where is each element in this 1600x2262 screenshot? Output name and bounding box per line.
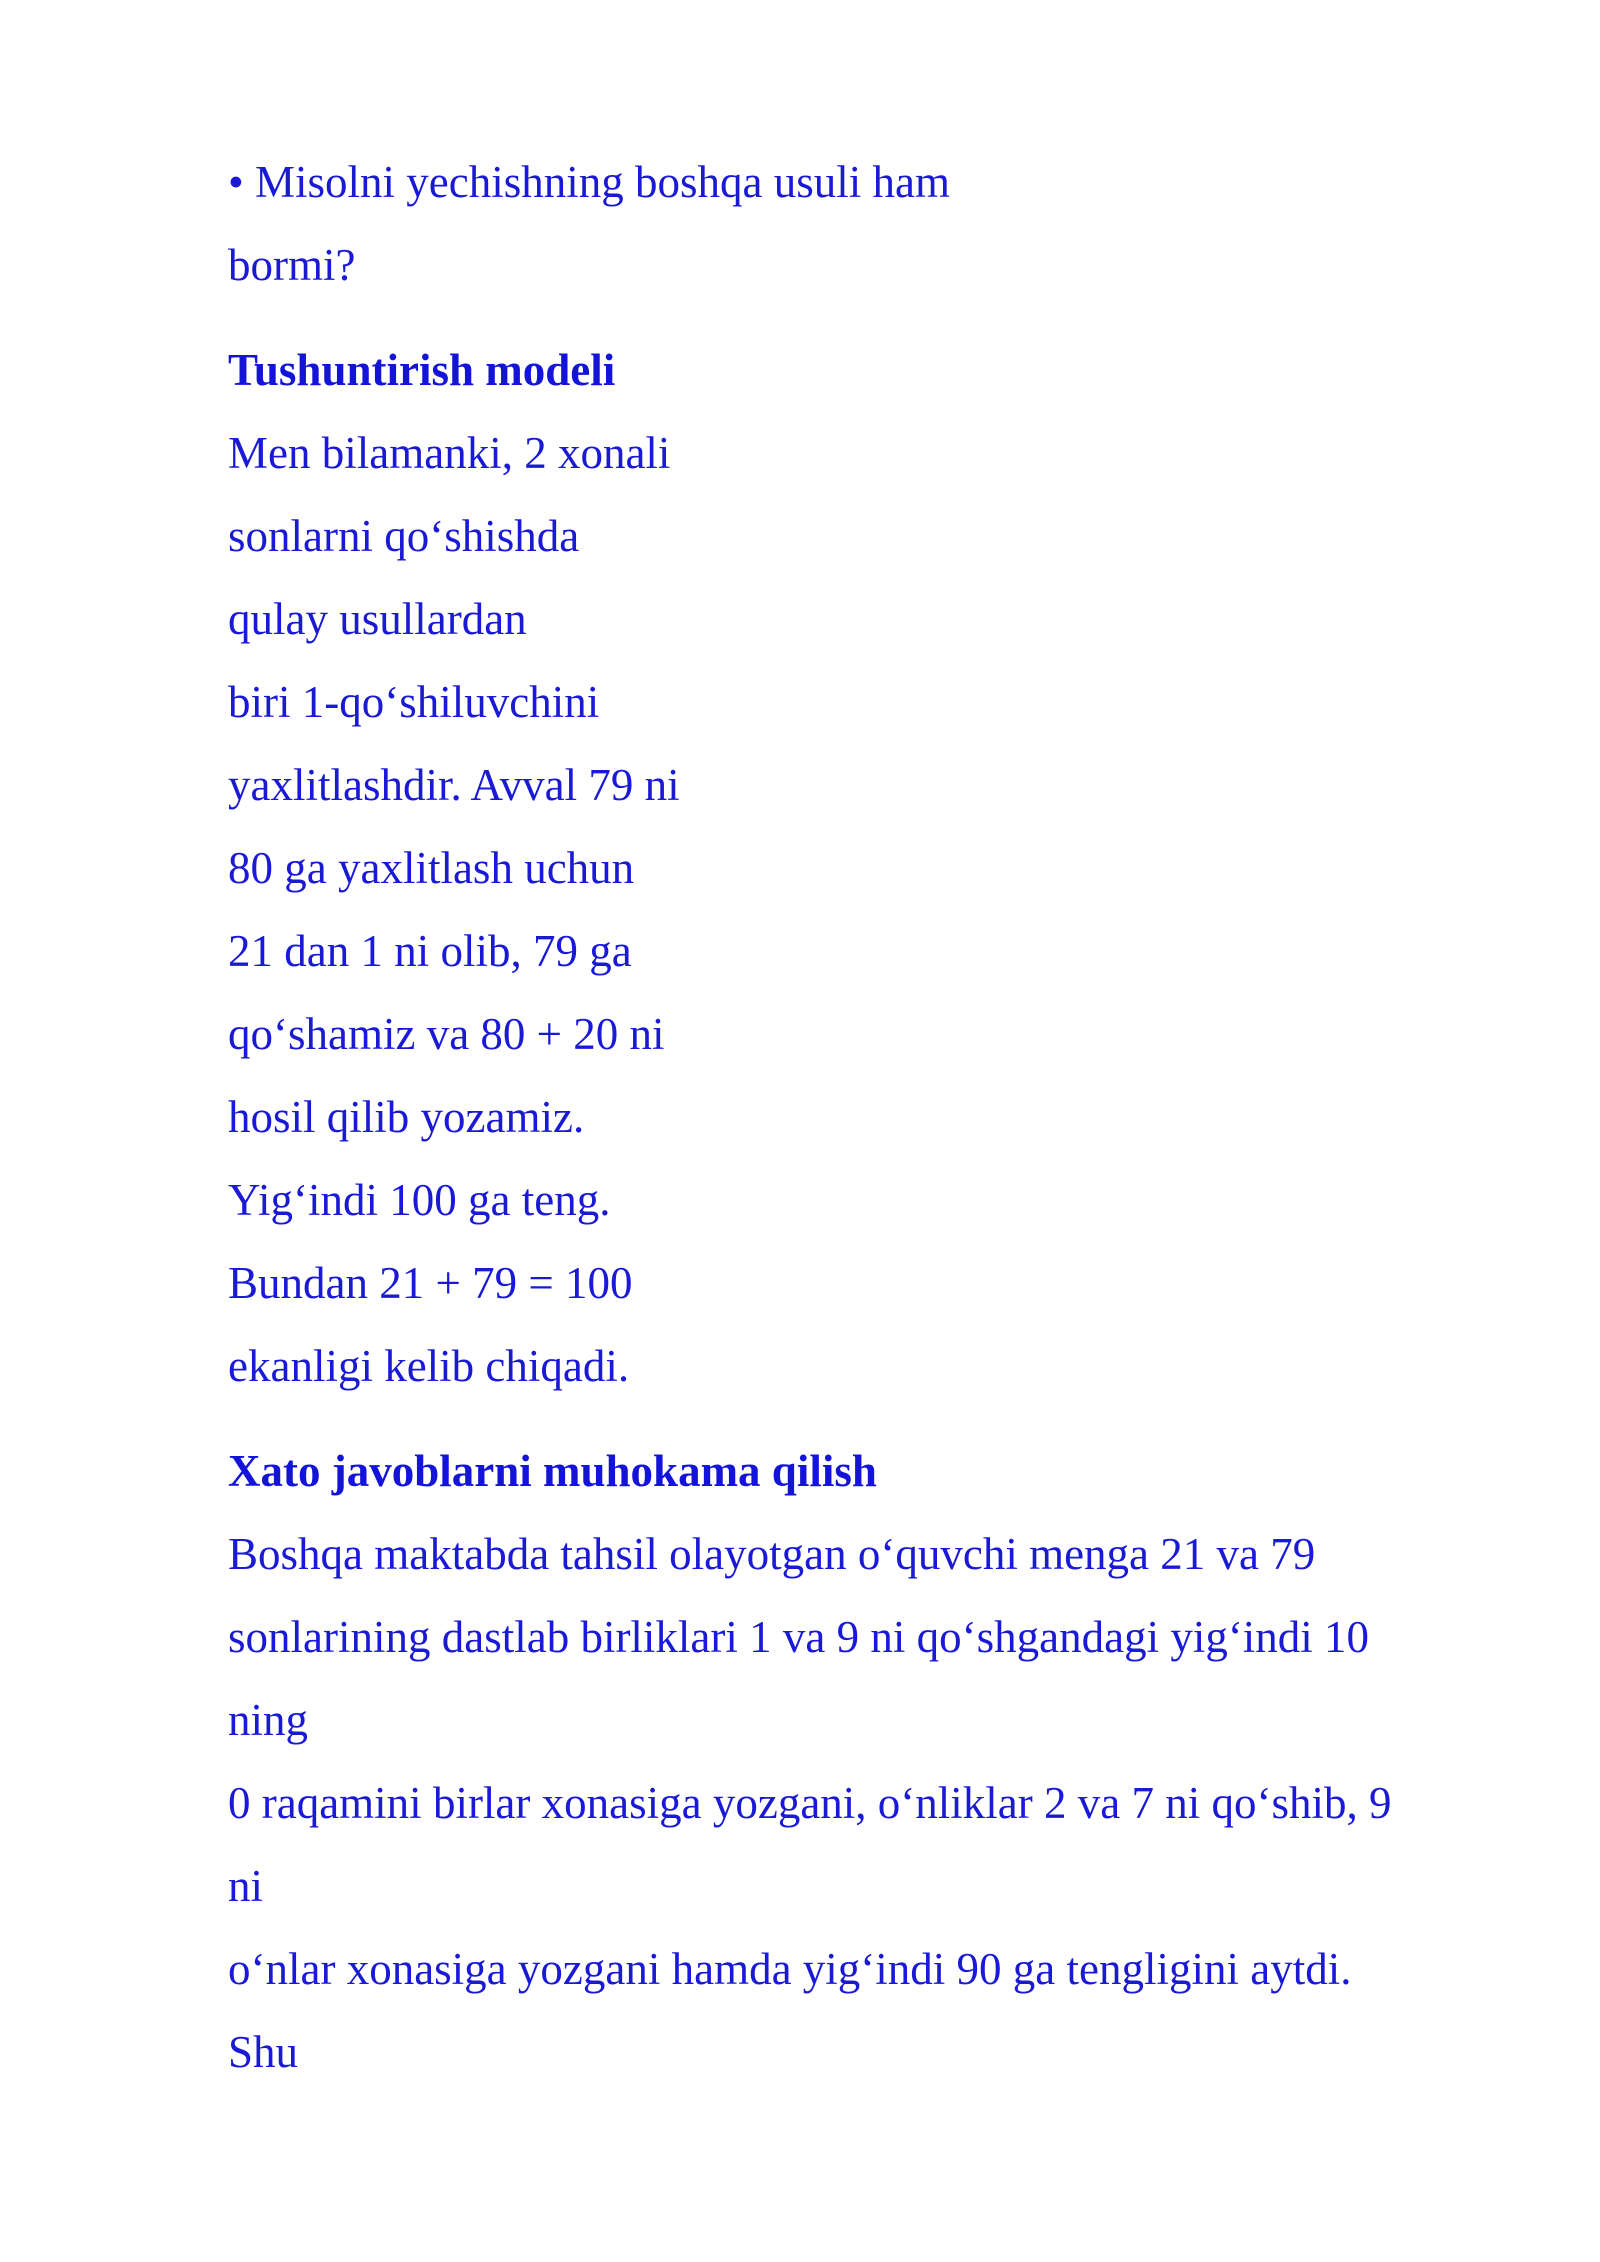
paragraph-line: sonlarni qo‘shishda xyxy=(228,511,580,561)
paragraph-line: qo‘shamiz va 80 + 20 ni xyxy=(228,1009,665,1059)
intro-line: bormi? xyxy=(228,240,356,290)
paragraph-line: yaxlitlashdir. Avval 79 ni xyxy=(228,760,680,810)
paragraph-line: Shu xyxy=(228,2027,299,2077)
paragraph-line: Men bilamanki, 2 xonali xyxy=(228,428,671,478)
paragraph-line: biri 1-qo‘shiluvchini xyxy=(228,677,600,727)
paragraph-line: sonlarining dastlab birliklari 1 va 9 ni qo‘shgandagi yig‘indi 10 xyxy=(228,1612,1370,1662)
paragraph-line: o‘nlar xonasiga yozgani hamda yig‘indi 90 ga tengligini aytdi. xyxy=(228,1944,1352,1994)
paragraph-line: Boshqa maktabda tahsil olayotgan o‘quvchi menga 21 va 79 xyxy=(228,1529,1316,1579)
paragraph-line: Bundan 21 + 79 = 100 xyxy=(228,1258,633,1308)
paragraph-line: hosil qilib yozamiz. xyxy=(228,1092,585,1142)
section-heading-wrong-answers: Xato javoblarni muhokama qilish xyxy=(228,1446,877,1496)
paragraph-line: ni xyxy=(228,1861,264,1911)
intro-line: • Misolni yechishning boshqa usuli ham xyxy=(228,157,950,207)
paragraph-line: 80 ga yaxlitlash uchun xyxy=(228,843,635,893)
document-content xyxy=(228,148,1528,2101)
paragraph-line: 0 raqamini birlar xonasiga yozgani, o‘nliklar 2 va 7 ni qo‘shib, 9 xyxy=(228,1778,1392,1828)
section-heading-explanation-model: Tushuntirish modeli xyxy=(228,345,616,395)
paragraph-line: ekanligi kelib chiqadi. xyxy=(228,1341,630,1391)
paragraph-line: Yig‘indi 100 ga teng. xyxy=(228,1175,611,1225)
paragraph-line: qulay usullardan xyxy=(228,594,527,644)
paragraph-line: 21 dan 1 ni olib, 79 ga xyxy=(228,926,632,976)
paragraph-line: ning xyxy=(228,1695,309,1745)
